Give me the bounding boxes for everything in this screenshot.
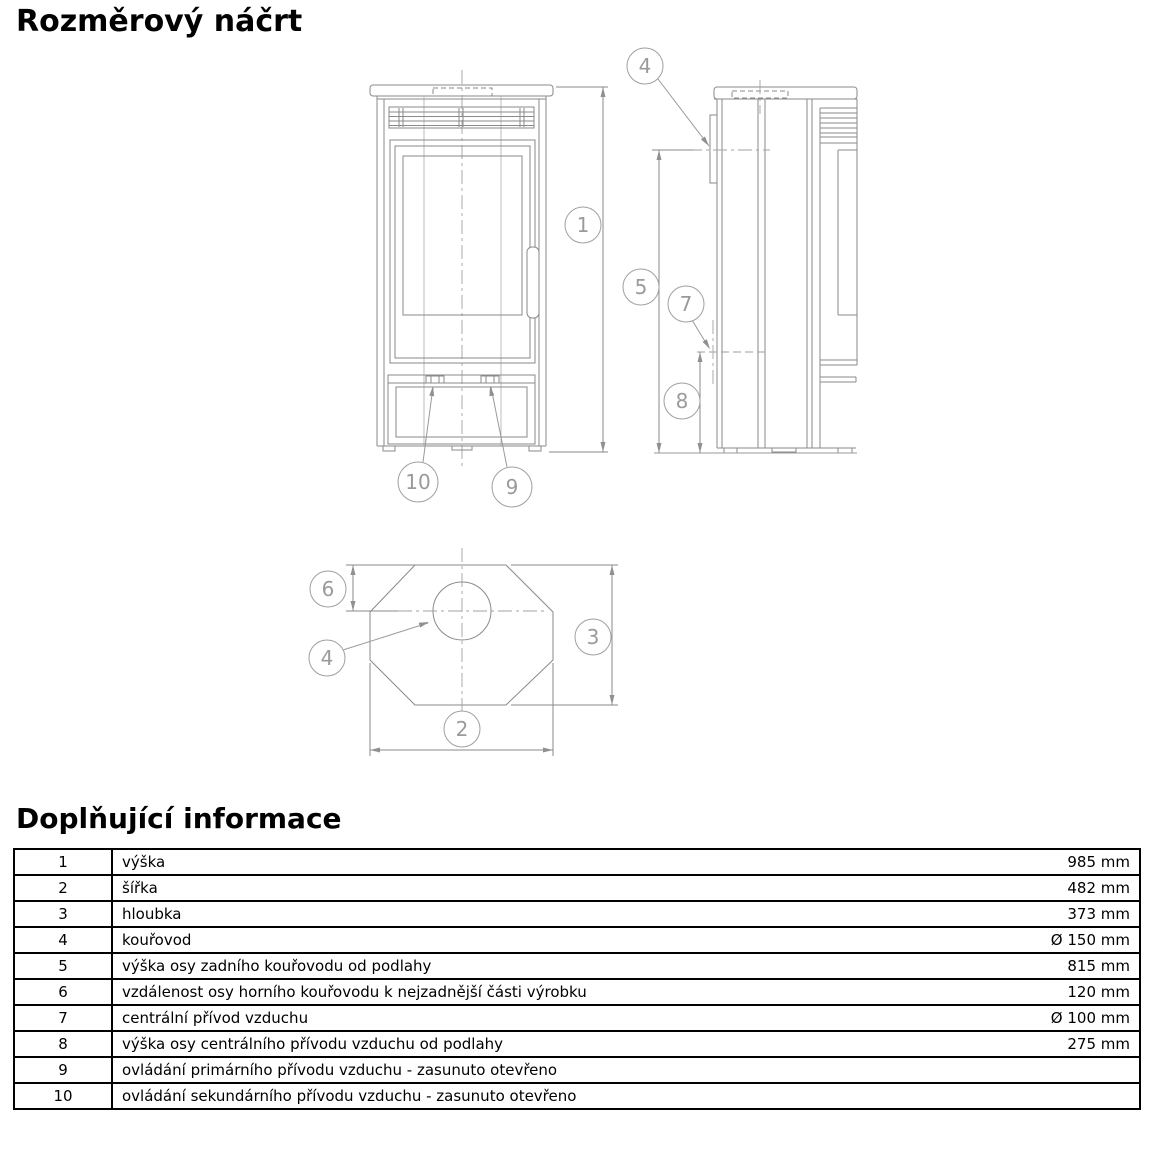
secondary-air-control bbox=[426, 376, 444, 383]
table-row bbox=[14, 1031, 1140, 1057]
balloon-1 bbox=[565, 207, 601, 243]
row-label: hloubka bbox=[112, 901, 953, 927]
door-handle bbox=[527, 247, 539, 318]
row-label: výška osy zadního kouřovodu od podlahy bbox=[112, 953, 953, 979]
balloon-7 bbox=[668, 286, 712, 350]
page-title: Rozměrový náčrt bbox=[16, 4, 303, 39]
table-row bbox=[14, 927, 1140, 953]
front-view bbox=[370, 70, 553, 470]
table-row bbox=[14, 1057, 1140, 1083]
balloon-2 bbox=[444, 711, 480, 747]
svg-text:5: 5 bbox=[634, 275, 648, 299]
svg-text:4: 4 bbox=[638, 54, 652, 78]
row-number: 8 bbox=[14, 1031, 112, 1057]
row-number: 3 bbox=[14, 901, 112, 927]
door-glass bbox=[403, 156, 522, 315]
row-label: centrální přívod vzduchu bbox=[112, 1005, 953, 1031]
balloon-3 bbox=[575, 619, 611, 655]
primary-air-control bbox=[481, 376, 499, 383]
svg-text:1: 1 bbox=[576, 213, 590, 237]
table-row bbox=[14, 953, 1140, 979]
top-flue-outlet-hidden bbox=[433, 88, 492, 96]
svg-text:2: 2 bbox=[455, 717, 469, 741]
dimension-6-flue-offset bbox=[346, 565, 418, 611]
row-value: 120 mm bbox=[953, 979, 1140, 1005]
air-grille bbox=[389, 107, 534, 128]
row-value: 275 mm bbox=[953, 1031, 1140, 1057]
balloon-4-top bbox=[309, 620, 430, 676]
table-row bbox=[14, 849, 1140, 875]
ash-compartment bbox=[388, 375, 535, 444]
balloon-4-side bbox=[627, 48, 711, 148]
row-label: ovládání sekundárního přívodu vzduchu - zasunuto otevřeno bbox=[112, 1083, 953, 1109]
balloon-8 bbox=[664, 383, 700, 419]
dimension-1-height bbox=[549, 87, 608, 452]
additional-info-table bbox=[13, 848, 1141, 1110]
row-value: 482 mm bbox=[953, 875, 1140, 901]
row-value bbox=[953, 1083, 1140, 1109]
row-value: 985 mm bbox=[953, 849, 1140, 875]
row-number: 2 bbox=[14, 875, 112, 901]
row-number: 10 bbox=[14, 1083, 112, 1109]
svg-text:4: 4 bbox=[320, 646, 334, 670]
row-value: Ø 150 mm bbox=[953, 927, 1140, 953]
row-number: 5 bbox=[14, 953, 112, 979]
info-section-title: Doplňující informace bbox=[16, 802, 342, 835]
svg-text:10: 10 bbox=[405, 470, 431, 494]
row-value: 373 mm bbox=[953, 901, 1140, 927]
rear-flue-spigot bbox=[710, 115, 717, 183]
row-label: vzdálenost osy horního kouřovodu k nejzadnější části výrobku bbox=[112, 979, 953, 1005]
svg-text:9: 9 bbox=[505, 475, 519, 499]
balloon-5 bbox=[623, 269, 659, 305]
svg-text:3: 3 bbox=[586, 625, 600, 649]
table-row bbox=[14, 1083, 1140, 1109]
row-label: šířka bbox=[112, 875, 953, 901]
svg-text:8: 8 bbox=[675, 389, 689, 413]
row-label: výška bbox=[112, 849, 953, 875]
row-label: kouřovod bbox=[112, 927, 953, 953]
stove-door bbox=[390, 140, 539, 363]
body-outline-octagon bbox=[370, 565, 553, 705]
top-view bbox=[370, 548, 553, 722]
table-row bbox=[14, 1005, 1140, 1031]
row-value bbox=[953, 1057, 1140, 1083]
table-row bbox=[14, 901, 1140, 927]
stove-top-cap bbox=[370, 85, 553, 96]
svg-text:7: 7 bbox=[679, 292, 693, 316]
row-value: 815 mm bbox=[953, 953, 1140, 979]
table-row bbox=[14, 979, 1140, 1005]
table-row bbox=[14, 875, 1140, 901]
row-value: Ø 100 mm bbox=[953, 1005, 1140, 1031]
row-label: výška osy centrálního přívodu vzduchu od podlahy bbox=[112, 1031, 953, 1057]
row-number: 9 bbox=[14, 1057, 112, 1083]
row-label: ovládání primárního přívodu vzduchu - zasunuto otevřeno bbox=[112, 1057, 953, 1083]
row-number: 1 bbox=[14, 849, 112, 875]
side-top-cap bbox=[714, 87, 857, 99]
row-number: 4 bbox=[14, 927, 112, 953]
svg-text:6: 6 bbox=[321, 577, 335, 601]
balloon-6 bbox=[310, 571, 346, 607]
row-number: 6 bbox=[14, 979, 112, 1005]
row-number: 7 bbox=[14, 1005, 112, 1031]
